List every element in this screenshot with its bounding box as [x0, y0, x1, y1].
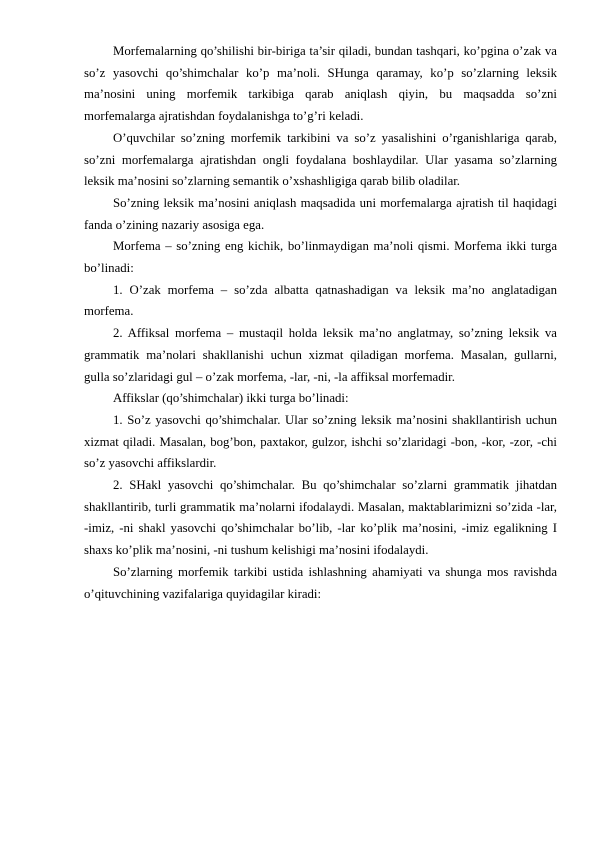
paragraph-teacher-tasks: So’zlarning morfemik tarkibi ustida ishlashning ahamiyati va shunga mos ravishda o’qituvchining vazifalariga quyidagilar kiradi: [84, 564, 557, 601]
paragraph-theoretical-basis: So’zning leksik ma’nosini aniqlash maqsadida uni morfemalarga ajratish til haqidagi fanda o’zining nazariy asosiga ega. [84, 195, 557, 232]
paragraph-morpheme-interaction: Morfemalarning qo’shilishi bir-biriga ta’sir qiladi, bundan tashqari, ko’pgina o’zak va so’z yasovchi qo’shimchalar ko’p ma’noli. SHunga qaramay, ko’p so’zlarning leksik ma’nosini uning morfemik tarkibiga qarab aniqlash qiyin, bu maqsadda so’zni morfemalarga ajratishdan foydalanishga to’g’ri keladi. [84, 44, 557, 124]
paragraph-affix-types: Affikslar (qo’shimchalar) ikki turga bo’linadi: [113, 391, 349, 406]
paragraph-affixal-morpheme: 2. Affiksal morfema – mustaqil holda leksik ma’no anglatmay, so’zning leksik va grammatik ma’nolari shakllanishi uchun xizmat qiladigan morfema. Masalan, gullarni, gulla so’zlaridagi gul – o’zak morfema, -lar, -ni, -la affiksal morfemadir. [84, 326, 557, 384]
paragraph-morpheme-definition: Morfema – so’zning eng kichik, bo’linmaydigan ma’noli qismi. Morfema ikki turga bo’linadi: [84, 239, 557, 276]
paragraph-inflectional-affixes: 2. SHakl yasovchi qo’shimchalar. Bu qo’shimchalar so’zlarni grammatik jihatdan shakllantirib, turli grammatik ma’nolarni ifodalaydi. Masalan, maktablarimizni so’zida -lar, -imiz, -ni shakl yasovchi qo’shimchalar bo’lib, -lar ko’plik ma’nosini, -imiz egalikning I shaxs ko’plik ma’nosini, -ni tushum kelishigi ma’nosini ifodalaydi. [84, 478, 557, 558]
paragraph-students-morphemic-analysis: O’quvchilar so’zning morfemik tarkibini va so’z yasalishini o’rganishlariga qarab, so’zni morfemalarga ajratishdan ongli foydalana boshlaydilar. Ular yasama so’zlarning leksik ma’nosini so’zlarning semantik o’xshashligiga qarab bilib oladilar. [84, 130, 557, 189]
paragraph-derivational-affixes: 1. So’z yasovchi qo’shimchalar. Ular so’zning leksik ma’nosini shakllantirish uchun xizmat qiladi. Masalan, bog’bon, paxtakor, gulzor, ishchi so’zlaridagi -bon, -kor, -zor, -chi so’z yasovchi affikslardir. [84, 412, 557, 471]
document-page [84, 41, 557, 605]
paragraph-root-morpheme: 1. O’zak morfema – so’zda albatta qatnashadigan va leksik ma’no anglatadigan morfema. [84, 282, 557, 319]
